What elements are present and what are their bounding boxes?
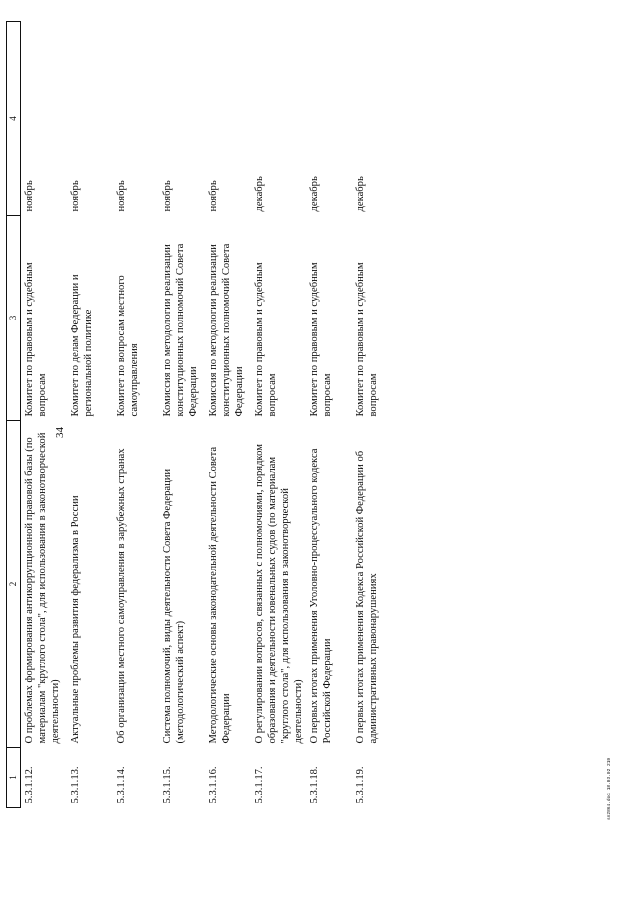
column-number-1: 1 bbox=[7, 748, 21, 808]
item-date: ноябрь bbox=[24, 180, 35, 212]
item-topic: О первых итогах применения Уголовно-процессуального кодекса Российской Федерации bbox=[308, 448, 333, 744]
item-date: ноябрь bbox=[116, 180, 127, 212]
column-number-3: 3 bbox=[7, 216, 21, 421]
item-number: 5.3.1.17. bbox=[254, 766, 265, 804]
item-date: ноябрь bbox=[208, 180, 219, 212]
item-topic: Методологические основы законодательной деятельности Совета Федерации bbox=[208, 446, 232, 744]
item-topic: О первых итогах применения Кодекса Российской Федерации об административных правонарушениях bbox=[354, 450, 379, 744]
item-responsible: Комитет по делам Федерации и региональной политике bbox=[70, 274, 94, 417]
item-topic: Актуальные проблемы развития федерализма в России bbox=[70, 495, 81, 744]
item-number: 5.3.1.15. bbox=[162, 766, 173, 804]
item-topic: Система полномочий, виды деятельности Совета Федерации (методологический аспект) bbox=[162, 468, 186, 744]
item-responsible: Комитет по правовым и судебным вопросам bbox=[308, 262, 333, 417]
item-number: 5.3.1.12. bbox=[24, 766, 35, 804]
item-topic: Об организации местного самоуправления в зарубежных странах bbox=[116, 448, 127, 744]
item-number: 5.3.1.18. bbox=[308, 766, 320, 804]
item-responsible: Комитет по правовым и судебным вопросам bbox=[254, 262, 278, 417]
table-row bbox=[205, 22, 251, 808]
item-topic: О проблемах формирования антикоррупционной правовой базы (по материалам "круглого стола", для использования в законотворческой деятельности) bbox=[24, 432, 61, 744]
table-header-row bbox=[7, 22, 21, 808]
item-responsible: Комитет по вопросам местного самоуправления bbox=[116, 275, 140, 417]
table-row bbox=[67, 22, 113, 808]
item-number: 5.3.1.13. bbox=[70, 766, 81, 804]
item-number: 5.3.1.19. bbox=[354, 766, 366, 804]
item-date: ноябрь bbox=[162, 180, 173, 212]
item-date: декабрь bbox=[308, 176, 320, 212]
file-footer: sn2864.doc 18.03.02 219 bbox=[607, 757, 612, 820]
item-responsible: Комиссия по методологии реализации конституционных полномочий Совета Федерации bbox=[162, 243, 199, 417]
table-row bbox=[352, 22, 398, 808]
item-number: 5.3.1.16. bbox=[208, 766, 219, 804]
column-number-2: 2 bbox=[7, 421, 21, 748]
column-number-4: 4 bbox=[7, 22, 21, 216]
table-row bbox=[113, 22, 159, 808]
item-date: ноябрь bbox=[70, 180, 81, 212]
item-responsible: Комитет по правовым и судебным вопросам bbox=[24, 262, 48, 417]
table-row bbox=[306, 22, 352, 808]
item-date: декабрь bbox=[254, 176, 265, 212]
page-number: 34 bbox=[54, 427, 66, 438]
item-topic: О регулировании вопросов, связанных с полномочиями, порядком образования и деятельности ювенальных судов (по материалам "круглого стола", для использования в законотворческой деятельности) bbox=[254, 444, 304, 744]
item-responsible: Комиссия по методологии реализации конституционных полномочий Совета Федерации bbox=[208, 243, 245, 417]
table-row bbox=[159, 22, 205, 808]
table-row bbox=[251, 22, 306, 808]
item-date: декабрь bbox=[354, 176, 366, 212]
table-row bbox=[21, 22, 68, 808]
item-responsible: Комитет по правовым и судебным вопросам bbox=[354, 262, 379, 417]
item-number: 5.3.1.14. bbox=[116, 766, 127, 804]
plan-table bbox=[6, 21, 398, 808]
